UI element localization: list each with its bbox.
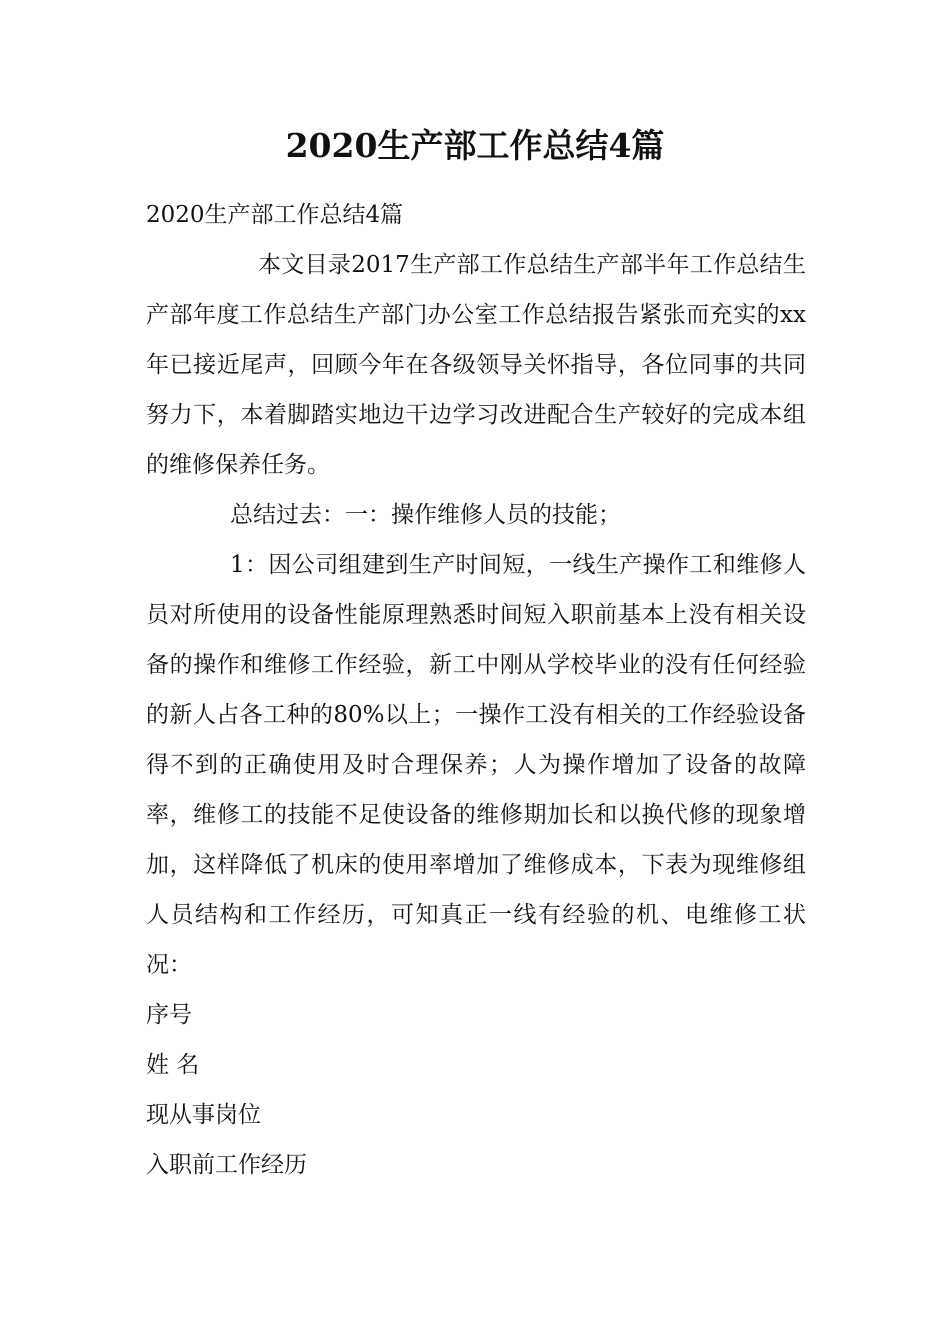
document-subtitle: 2020生产部工作总结4篇 xyxy=(146,202,404,228)
document-body xyxy=(146,190,806,1190)
table-header-index: 序号 xyxy=(146,1002,192,1028)
paragraph-intro: 本文目录2017生产部工作总结生产部半年工作总结生产部年度工作总结生产部门办公室工作总结报告紧张而充实的xx年已接近尾声，回顾今年在各级领导关怀指导，各位同事的共同努力下，本着脚踏实地边干边学习改进配合生产较好的完成本组的维修保养任务。 xyxy=(146,252,806,478)
table-header-name: 姓 名 xyxy=(146,1052,200,1078)
paragraph-skills: 1：因公司组建到生产时间短，一线生产操作工和维修人员对所使用的设备性能原理熟悉时间短入职前基本上没有相关设备的操作和维修工作经验，新工中刚从学校毕业的没有任何经验的新人占各工种的80%以上；一操作工没有相关的工作经验设备得不到的正确使用及时合理保养；人为操作增加了设备的故障率，维修工的技能不足使设备的维修期加长和以换代修的现象增加，这样降低了机床的使用率增加了维修成本，下表为现维修组人员结构和工作经历，可知真正一线有经验的机、电维修工状况： xyxy=(146,552,806,978)
document-title: 2020生产部工作总结4篇 xyxy=(285,126,665,165)
paragraph-summary-heading: 总结过去：一：操作维修人员的技能； xyxy=(230,502,621,528)
table-header-experience: 入职前工作经历 xyxy=(146,1152,307,1178)
table-header-position: 现从事岗位 xyxy=(146,1102,261,1128)
